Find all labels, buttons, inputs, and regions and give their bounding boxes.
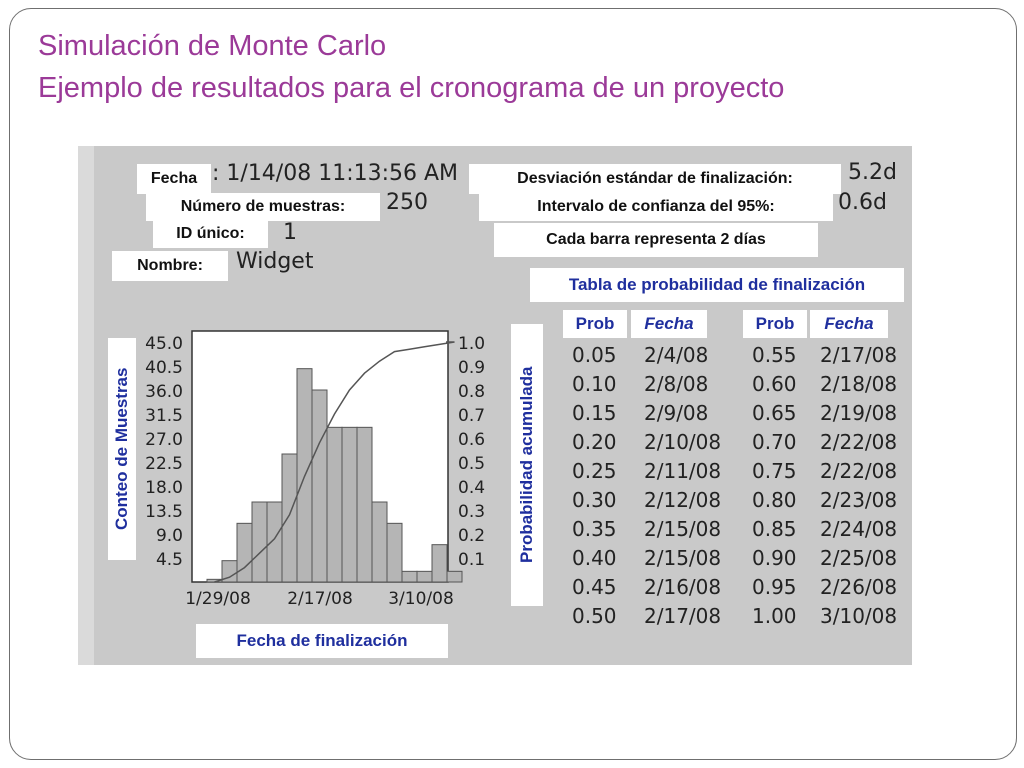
- histogram-bar: [357, 427, 372, 582]
- table-cell-fecha: 2/24/08: [820, 517, 898, 541]
- y-tick-label: 27.0: [145, 430, 183, 450]
- y2-tick-label: 0.8: [458, 382, 486, 402]
- table-cell-prob: 0.10: [572, 372, 617, 396]
- table-cell-fecha: 2/23/08: [820, 488, 898, 512]
- header-fecha-1: Fecha: [631, 310, 707, 338]
- table-cell-prob: 0.20: [572, 430, 617, 454]
- table-cell-prob: 0.05: [572, 343, 617, 367]
- table-cell-fecha: 2/17/08: [644, 604, 722, 628]
- header-prob-2: Prob: [743, 310, 807, 338]
- confianza-value: 0.6d: [838, 190, 887, 215]
- histogram-bar: [387, 523, 402, 582]
- slide-title-line2: Ejemplo de resultados para el cronograma de un proyecto: [38, 72, 785, 104]
- muestras-label: Número de muestras:: [146, 193, 380, 221]
- table-cell-prob: 0.25: [572, 459, 617, 483]
- x-axis-label: Fecha de finalización: [196, 624, 448, 658]
- table-cell-prob: 0.60: [752, 372, 797, 396]
- table-cell-prob: 0.70: [752, 430, 797, 454]
- y2-axis-label: Probabilidad acumulada: [511, 324, 543, 606]
- y-tick-label: 18.0: [145, 478, 183, 498]
- desviacion-value: 5.2d: [848, 160, 897, 185]
- table-cell-fecha: 2/22/08: [820, 459, 898, 483]
- histogram-bar: [432, 545, 447, 582]
- histogram-bar: [372, 502, 387, 582]
- histogram-bar: [447, 571, 462, 582]
- header-prob-1: Prob: [563, 310, 627, 338]
- y-tick-label: 36.0: [145, 382, 183, 402]
- y-tick-label: 22.5: [145, 454, 183, 474]
- y-tick-label: 45.0: [145, 334, 183, 354]
- y-axis-label: Conteo de Muestras: [108, 338, 136, 560]
- histogram-bar: [417, 571, 432, 582]
- table-cell-prob: 0.90: [752, 546, 797, 570]
- table-cell-prob: 0.40: [572, 546, 617, 570]
- y2-tick-label: 0.6: [458, 430, 486, 450]
- histogram-bar: [267, 502, 282, 582]
- table-cell-fecha: 3/10/08: [820, 604, 898, 628]
- y-tick-label: 9.0: [155, 526, 183, 546]
- table-title: Tabla de probabilidad de finalización: [530, 268, 904, 302]
- table-cell-fecha: 2/11/08: [644, 459, 722, 483]
- table-cell-prob: 0.95: [752, 575, 797, 599]
- y-tick-label: 31.5: [145, 406, 183, 426]
- histogram-bar: [252, 502, 267, 582]
- y-tick-label: 4.5: [155, 550, 183, 570]
- muestras-value: 250: [386, 190, 428, 215]
- fecha-value: : 1/14/08 11:13:56 AM: [212, 161, 459, 186]
- table-cell-fecha: 2/16/08: [644, 575, 722, 599]
- y2-tick-label: 0.3: [458, 502, 486, 522]
- table-cell-fecha: 2/4/08: [644, 343, 709, 367]
- y2-tick-label: 0.9: [458, 358, 486, 378]
- histogram-bar: [282, 454, 297, 582]
- table-cell-fecha: 2/25/08: [820, 546, 898, 570]
- nombre-value: Widget: [236, 249, 314, 274]
- header-fecha-2: Fecha: [810, 310, 888, 338]
- nombre-label: Nombre:: [112, 251, 228, 281]
- table-cell-fecha: 2/18/08: [820, 372, 898, 396]
- slide-title-line1: Simulación de Monte Carlo: [38, 30, 387, 62]
- table-cell-fecha: 2/10/08: [644, 430, 722, 454]
- id-label: ID único:: [153, 220, 268, 248]
- table-cell-fecha: 2/26/08: [820, 575, 898, 599]
- table-cell-fecha: 2/15/08: [644, 546, 722, 570]
- table-cell-prob: 0.45: [572, 575, 617, 599]
- table-cell-prob: 0.35: [572, 517, 617, 541]
- table-cell-prob: 0.15: [572, 401, 617, 425]
- y-tick-label: 40.5: [145, 358, 183, 378]
- histogram-bar: [237, 523, 252, 582]
- x-tick-label: 1/29/08: [185, 589, 251, 609]
- desviacion-label: Desviación estándar de finalización:: [469, 164, 841, 194]
- table-cell-prob: 0.30: [572, 488, 617, 512]
- histogram-bar: [327, 427, 342, 582]
- y2-tick-label: 0.4: [458, 478, 486, 498]
- table-cell-prob: 0.50: [572, 604, 617, 628]
- id-value: 1: [283, 220, 297, 245]
- table-cell-fecha: 2/17/08: [820, 343, 898, 367]
- table-cell-fecha: 2/19/08: [820, 401, 898, 425]
- table-cell-prob: 1.00: [752, 604, 797, 628]
- histogram-bar: [402, 571, 417, 582]
- histogram-bar: [312, 390, 327, 582]
- fecha-label: Fecha: [137, 164, 211, 194]
- y2-tick-label: 0.7: [458, 406, 486, 426]
- table-cell-prob: 0.85: [752, 517, 797, 541]
- table-cell-fecha: 2/12/08: [644, 488, 722, 512]
- y-tick-label: 13.5: [145, 502, 183, 522]
- table-cell-fecha: 2/15/08: [644, 517, 722, 541]
- table-cell-prob: 0.80: [752, 488, 797, 512]
- y2-tick-label: 1.0: [458, 334, 486, 354]
- table-cell-prob: 0.75: [752, 459, 797, 483]
- histogram-bar: [342, 427, 357, 582]
- y2-tick-label: 0.5: [458, 454, 486, 474]
- y2-tick-label: 0.2: [458, 526, 486, 546]
- x-tick-label: 2/17/08: [287, 589, 353, 609]
- table-cell-fecha: 2/9/08: [644, 401, 709, 425]
- table-cell-prob: 0.55: [752, 343, 797, 367]
- y2-tick-label: 0.1: [458, 550, 486, 570]
- table-cell-prob: 0.65: [752, 401, 797, 425]
- barra-label: Cada barra representa 2 días: [494, 223, 818, 257]
- x-tick-label: 3/10/08: [388, 589, 454, 609]
- table-cell-fecha: 2/22/08: [820, 430, 898, 454]
- table-cell-fecha: 2/8/08: [644, 372, 709, 396]
- confianza-label: Intervalo de confianza del 95%:: [479, 193, 833, 221]
